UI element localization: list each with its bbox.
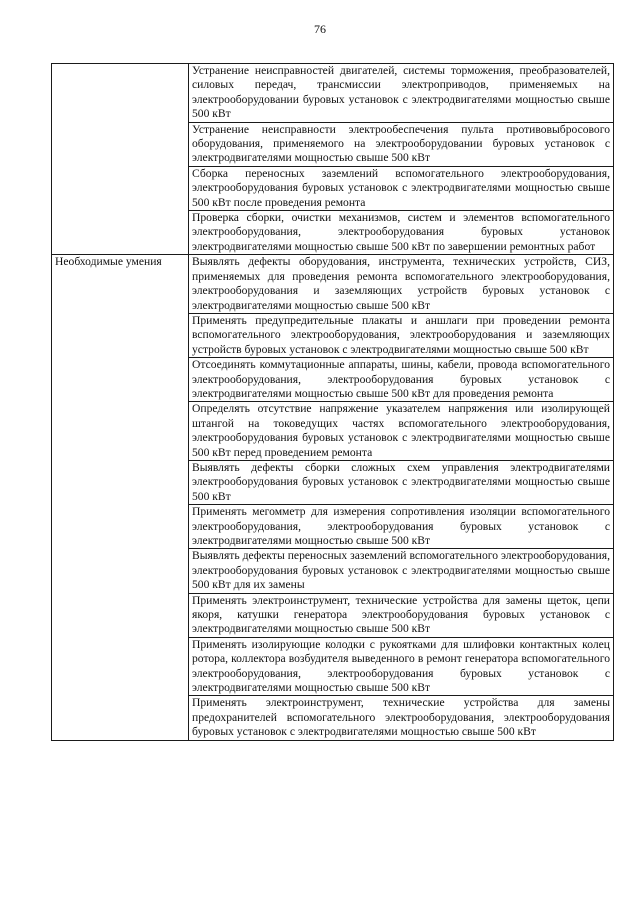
skill-cell: Применять изолирующие колодки с рукоятками для шлифовки контактных колец ротора, коллектора возбудителя выведенного в ремонт генератора вспомогательного электрооборудования, электрооборудования буровых установок с электродвигателями мощностью свыше 500 кВт [189,637,614,696]
action-cell: Устранение неисправности электрообеспечения пульта противовыбросового оборудования, применяемого на электрооборудовании буровых установок с электродвигателями мощностью свыше 500 кВт [189,122,614,166]
table-row [52,64,614,123]
skill-cell: Применять электроинструмент, технические устройства для замены щеток, цепи якоря, катушки генератора электрооборудования буровых установок с электродвигателями мощностью свыше 500 кВт [189,593,614,637]
action-cell: Сборка переносных заземлений вспомогательного электрооборудования, электрооборудования буровых установок с электродвигателями мощностью свыше 500 кВт после проведения ремонта [189,166,614,210]
page-number: 76 [314,22,326,36]
skill-cell: Выявлять дефекты сборки сложных схем управления электродвигателями электрооборудования буровых установок с электродвигателями мощностью свыше 500 кВт [189,460,614,504]
skill-cell: Применять мегомметр для измерения сопротивления изоляции вспомогательного электрооборудования, электрооборудования буровых установок с электродвигателями мощностью свыше 500 кВт [189,505,614,549]
action-cell: Проверка сборки, очистки механизмов, систем и элементов вспомогательного электрооборудования, электрооборудования буровых установок электродвигателями мощностью свыше 500 кВт по завершении ремонтных работ [189,211,614,255]
skill-cell: Определять отсутствие напряжение указателем напряжения или изолирующей штангой на токоведущих частях вспомогательного электрооборудования, электрооборудования буровых установок с электродвигателями мощностью свыше 500 кВт перед проведением ремонта [189,402,614,461]
skill-cell: Применять электроинструмент, технические устройства для замены предохранителей вспомогательного электрооборудования, электрооборудования буровых установок с электродвигателями мощностью свыше 500 кВт [189,696,614,740]
skill-cell: Применять предупредительные плакаты и аншлаги при проведении ремонта вспомогательного электрооборудования, электрооборудования и заземляющих устройств буровых установок с электродвигателями мощностью свыше 500 кВт [189,313,614,357]
table-row [52,255,614,314]
labour-actions-label-cell [52,64,189,255]
action-cell: Устранение неисправностей двигателей, системы торможения, преобразователей, силовых передач, трансмиссии электроприводов, применяемых на электрооборудовании буровых установок с электродвигателями мощностью свыше 500 кВт [189,64,614,123]
skills-label-cell [52,255,189,740]
skills-label: Необходимые умения [55,255,162,269]
requirements-table [51,63,614,741]
skill-cell: Выявлять дефекты оборудования, инструмента, технических устройств, СИЗ, применяемых для проведения ремонта вспомогательного электрооборудования, электрооборудования и заземляющих устройств буровых установок с электродвигателями мощностью свыше 500 кВт [189,255,614,314]
skill-cell: Отсоединять коммутационные аппараты, шины, кабели, провода вспомогательного электрооборудования, электрооборудования буровых установок с электродвигателями мощностью свыше 500 кВт для проведения ремонта [189,358,614,402]
skill-cell: Выявлять дефекты переносных заземлений вспомогательного электрооборудования, электрооборудования буровых установок с электродвигателями мощностью свыше 500 кВт для их замены [189,549,614,593]
